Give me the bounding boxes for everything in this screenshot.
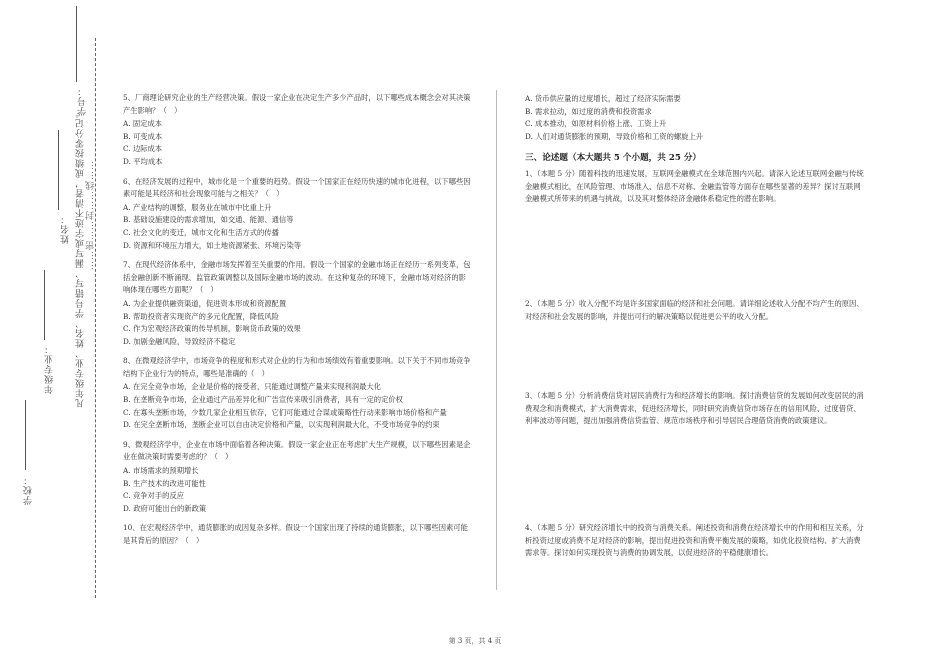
question-stem: 10、在宏观经济学中，通货膨胀的成因复杂多样。假设一个国家出现了持续的通货膨胀，以下哪些因素可能是其背后的原因？（ ）: [123, 523, 468, 545]
left-column: [123, 92, 471, 555]
option-c: C. 作为宏观经济政策的传导机制，影响货币政策的效果: [123, 324, 301, 334]
option-a: A. 固定成本: [123, 119, 163, 129]
school-underline: [25, 400, 26, 470]
student-id-label: 学号：: [78, 86, 88, 116]
option-d: D. 人们对通货膨胀的预期，导致价格和工资的螺旋上升: [525, 131, 704, 141]
option-d: D. 加剧金融风险，导致经济不稳定: [123, 336, 236, 346]
essay-question-4: 4、（本题 5 分）研究经济增长中的投资与消费关系。阐述投资和消费在经济增长中的作用和相互关系，分析投资过度或消费不足对经济的影响，提出促进投资和消费平衡发展的策略，如优化投资结构、扩大消费需求等。探讨如何实现投资与消费的协调发展，以促进经济的平稳健康增长。: [525, 522, 864, 558]
option-a: A. 市场需求的预期增长: [123, 466, 199, 476]
option-b: B. 生产技术的改进可能性: [123, 478, 206, 488]
question-stem: 5、厂商理论研究企业的生产经营决策。假设一家企业在决定生产多少产品时，以下哪些成本概念会对其决策产生影响？（ ）: [123, 93, 471, 115]
option-a: A. 为企业提供融资渠道，促进资本形成和资源配置: [123, 298, 287, 308]
name-underline: [58, 130, 59, 210]
essay-question-2: 2、（本题 5 分）收入分配不均是许多国家面临的经济和社会问题。请详细论述收入分配不均产生的原因、对经济和社会发展的影响，并提出可行的解决策略以促进更公平的收入分配。: [525, 298, 864, 321]
section-3-title: 三、论述题（本大题共 5 个小题，共 25 分）: [525, 153, 702, 164]
binding-warning: 凡年级专业、姓名、学号错写、漏写或字迹不清者，成绩按零分记。: [76, 108, 86, 408]
question-stem: 8、在微观经济学中，市场竞争的程度和形式对企业的行为和市场绩效有着重要影响。以下关于不同市场竞争结构下企业行为的特点，哪些是准确的（ ）: [123, 356, 471, 378]
option-b: B. 基础设施建设的需求增加，如交通、能源、通信等: [123, 215, 294, 225]
question-stem: 7、在现代经济体系中，金融市场发挥着至关重要的作用。假设一个国家的金融市场正在经历一系列变革，包括金融创新不断涌现、监管政策调整以及国际金融市场的波动。在这种复杂的环境下，金融市场对经济的影响体现在哪些方面呢？（ ）: [123, 260, 471, 295]
school-label: 学校：: [24, 475, 34, 505]
class-label: 年级专业：: [45, 344, 55, 394]
question-10: [123, 522, 471, 547]
option-b: B. 在垄断竞争市场，企业通过产品差异化和广告宣传来吸引消费者，具有一定的定价权: [123, 395, 403, 405]
option-d: D. 平均成本: [123, 156, 163, 166]
question-6: [123, 176, 471, 253]
option-c: C. 在寡头垄断市场，少数几家企业相互依存，它们可能通过合谋或策略性行动来影响市场价格和产量: [123, 407, 447, 417]
option-d: D. 在完全垄断市场，垄断企业可以自由决定价格和产量，以实现利润最大化，不受市场竞争的约束: [123, 420, 440, 430]
binding-dashed-line: [95, 38, 96, 598]
option-c: C. 竞争对手的反应: [123, 491, 185, 501]
option-c: C. 边际成本: [123, 144, 163, 154]
option-b: B. 需求拉动，如过度的消费和投资需求: [525, 106, 652, 116]
question-stem: 6、在经济发展的过程中，城市化是一个重要的趋势。假设一个国家正在经历快速的城市化进程，以下哪些因素可能是其经济和社会现象可能与之相关？（ ）: [123, 176, 471, 199]
option-b: B. 帮助投资者实现资产的多元化配置，降低风险: [123, 311, 279, 321]
binding-margin: [0, 0, 110, 672]
option-b: B. 可变成本: [123, 131, 163, 141]
question-8: [123, 355, 471, 432]
class-underline: [44, 270, 45, 340]
column-divider: [496, 90, 497, 590]
question-10-options: [525, 93, 865, 143]
option-a: A. 产业结构的调整，服务业在城市中比重上升: [123, 202, 272, 212]
question-5: [123, 92, 471, 169]
option-c: C. 社会文化的变迁，城市文化和生活方式的传播: [123, 227, 279, 237]
essay-question-1: 1、（本题 5 分）随着科技的迅速发展，互联网金融模式在全球范围内兴起。请深入论述互联网金融与传统金融模式相比，在风险管理、市场准入、信息不对称、金融监管等方面存在哪些显著的差异？探讨互联网金融模式所带来的机遇与挑战，以及其对整体经济金融体系稳定性的潜在影响。: [525, 168, 864, 204]
seal-line-text: ……密……封……线……: [86, 160, 96, 270]
right-column: [525, 93, 865, 560]
essay-question-3: 3、（本题 5 分）分析消费信贷对居民消费行为和经济增长的影响。探讨消费信贷的发展如何改变居民的消费观念和消费模式，扩大消费需求，促进经济增长，同时研究消费信贷市场存在的信用风险、过度借贷、利率波动等问题，提出加强消费信贷监管、规范市场秩序和引导居民合理借贷消费的政策建议。: [525, 390, 864, 426]
option-d: D. 政府可能出台的新政策: [123, 503, 207, 513]
student-id-underline: [76, 6, 77, 82]
name-label: 姓名：: [61, 214, 71, 244]
question-7: [123, 259, 471, 348]
option-a: A. 在完全竞争市场，企业是价格的接受者，只能通过调整产量来实现利润最大化: [123, 382, 381, 392]
option-d: D. 资源和环境压力增大，如土地资源紧张、环境污染等: [123, 240, 302, 250]
question-9: [123, 439, 471, 516]
option-c: C. 成本推动，如原材料价格上涨、工资上升: [525, 119, 667, 129]
page-footer: 第 3 页，共 4 页: [448, 637, 502, 645]
question-stem: 9、微观经济学中，企业在市场中面临着各种决策。假设一家企业正在考虑扩大生产规模，以下哪些因素是企业在做决策时需要考虑的？（ ）: [123, 439, 471, 462]
option-a: A. 货币供应量的过度增长，超过了经济实际需要: [525, 94, 681, 103]
